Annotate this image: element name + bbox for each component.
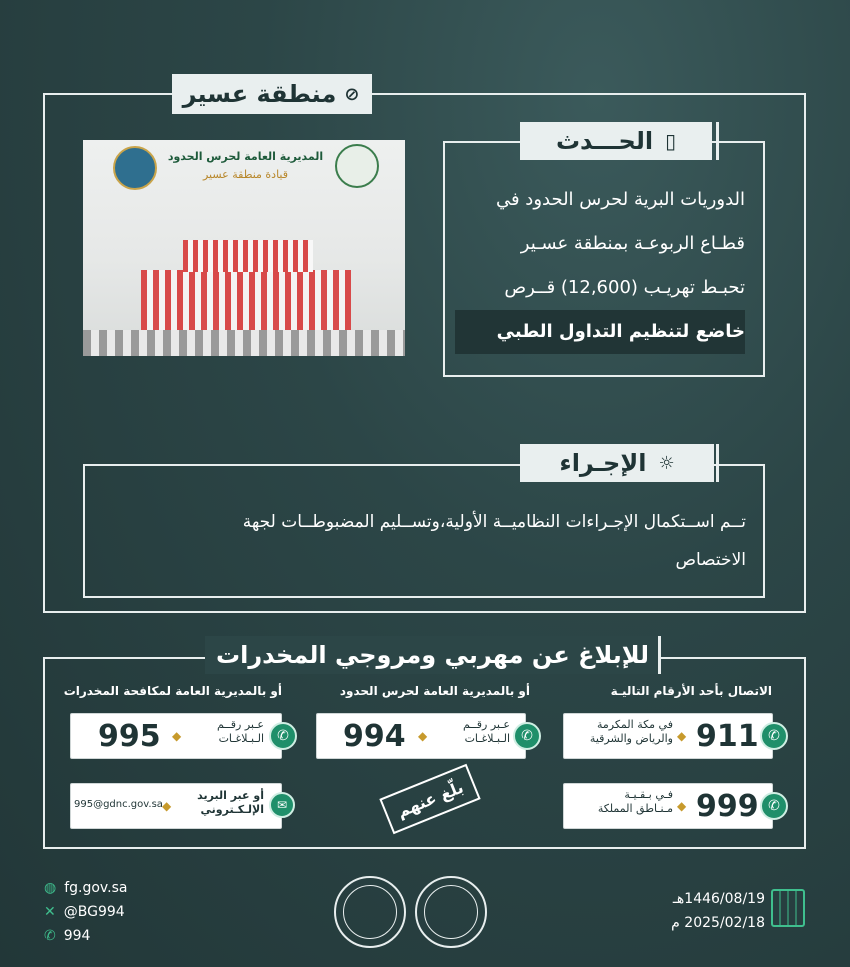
x-handle-text[interactable]: @BG994 (63, 904, 125, 920)
hotline-999-label: فـي بـقـيـة مـنـاطق المملكة (597, 788, 673, 815)
event-line-4: خاضع لتنظيم التداول الطبي (455, 310, 745, 354)
region-icon: ⊘ (344, 83, 360, 105)
region-tag-bar (369, 74, 372, 114)
photo-org-name: المديرية العامة لحرس الحدود (167, 150, 324, 163)
x-row[interactable] (44, 900, 127, 924)
website-row[interactable] (44, 876, 127, 900)
action-text (90, 503, 746, 579)
siren-icon: ☼ (658, 452, 675, 474)
calendar-icon (771, 889, 805, 927)
event-tag-label: الحـــدث (555, 127, 654, 155)
seizure-photo (83, 140, 405, 356)
emblem-drug-control (334, 876, 406, 948)
email-icon: ✉ (269, 792, 295, 818)
event-tag (520, 122, 712, 160)
report-title: للإبلاغ عن مهربي ومروجي المخدرات (205, 636, 660, 674)
phone-icon: ✆ (44, 928, 56, 944)
walkie-talkie-icon: ▯ (665, 129, 677, 153)
report-title-bar (658, 636, 661, 674)
date-block (615, 887, 765, 935)
hotline-994-label: عـبر رقــم الـبـلاغـات (462, 718, 510, 745)
emblem-border-guard-inner (424, 885, 478, 939)
event-line-3: تحبـط تهريـب (12,600) قــرص (504, 277, 745, 298)
emblem-drug-control-inner (343, 885, 397, 939)
col1-header: الاتصال بأحد الأرقام التاليـة (610, 684, 772, 698)
phone-icon-995: ✆ (269, 722, 297, 750)
arrow-email-icon: ◆ (162, 799, 172, 813)
hotline-994-number: 994 (343, 719, 406, 754)
globe-icon: ◍ (44, 880, 57, 896)
col2-header: أو بالمديرية العامة لحرس الحدود (339, 684, 530, 698)
photo-emblem-left (113, 146, 157, 190)
emblem-border-guard (415, 876, 487, 948)
arrow-995-icon: ◆ (172, 729, 182, 743)
photo-emblem-right (335, 144, 379, 188)
arrow-911-icon: ◆ (677, 729, 687, 743)
phone-row[interactable] (44, 924, 127, 948)
action-tag-bar (716, 444, 719, 482)
event-tag-bar (716, 122, 719, 160)
action-tag-label: الإجـراء (559, 449, 647, 477)
action-line-1: تــم اســتكمال الإجـراءات النظاميــة الأولية،وتســليم المضبوطــات لجهة (242, 512, 746, 532)
photo-command: قيادة منطقة عسير (202, 168, 289, 181)
email-address[interactable]: 995@gdnc.gov.sa (74, 799, 163, 810)
phone-text[interactable]: 994 (63, 928, 91, 944)
date-gregorian: 2025/02/18 م (671, 915, 765, 931)
hotline-911-label: في مكة المكرمة والرياض والشرقية (589, 718, 673, 745)
report-stamp: بلّغ عنهم (379, 764, 480, 834)
region-title: منطقة عسير (182, 80, 337, 108)
x-icon: ✕ (44, 904, 56, 920)
website-text[interactable]: fg.gov.sa (64, 880, 128, 896)
email-label: أو عبر البريد الإلـكـتروني (197, 789, 264, 816)
arrow-994-icon: ◆ (418, 729, 428, 743)
action-tag (520, 444, 714, 482)
region-tag (172, 74, 370, 114)
event-line-1: الدوريات البرية لحرس الحدود في (495, 189, 745, 210)
hotline-995-label: عـبر رقــم الـبـلاغـات (216, 718, 264, 745)
col3-header: أو بالمديرية العامة لمكافحة المخدرات (63, 684, 282, 698)
event-line-2: قطـاع الربوعـة بمنطقة عسـير (520, 233, 745, 254)
action-line-2: الاختصاص (675, 550, 746, 570)
event-text (455, 178, 745, 354)
photo-pill-top (183, 240, 313, 272)
phone-icon-911: ✆ (760, 722, 788, 750)
arrow-999-icon: ◆ (677, 799, 687, 813)
footer-links (44, 876, 127, 948)
hotline-911-number: 911 (696, 719, 759, 754)
hotline-995-number: 995 (98, 719, 161, 754)
phone-icon-999: ✆ (760, 792, 788, 820)
date-hijri: 1446/08/19هـ (672, 891, 765, 907)
photo-floor (83, 330, 405, 356)
hotline-999-number: 999 (696, 789, 759, 824)
phone-icon-994: ✆ (513, 722, 541, 750)
